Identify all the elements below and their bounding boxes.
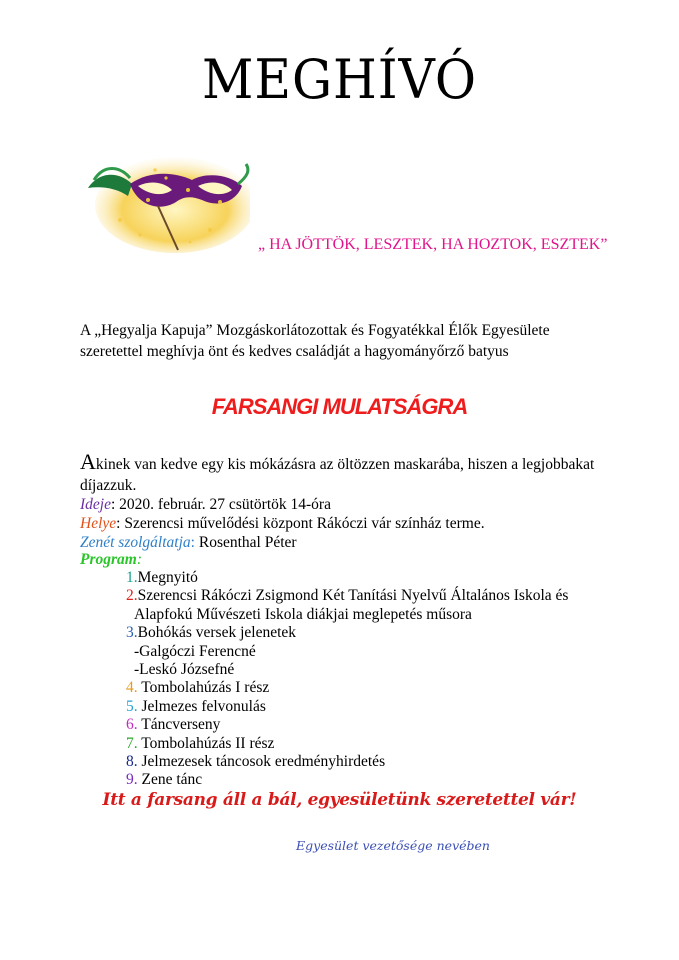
closing-line: Itt a farsang áll a bál, egyesületünk szeretettel vár! — [102, 790, 577, 810]
program-item — [126, 698, 596, 716]
carnival-mask-illustration — [80, 150, 250, 255]
drop-cap: A — [80, 449, 96, 474]
program-item-number: 5. — [126, 697, 138, 715]
program-item-text: Tombolahúzás II rész — [137, 734, 275, 752]
lead-paragraph — [80, 451, 600, 496]
lead-text: kinek van kedve egy kis mókázásra az öltözzen maskarába, hiszen a legjobbakat díjazzuk. — [80, 456, 595, 494]
date-value: 2020. február. 27 csütörtök 14-óra — [119, 496, 331, 513]
program-item-number: 1. — [126, 569, 138, 586]
detail-music: Zenét szolgáltatja: Rosenthal Péter — [80, 534, 297, 551]
detail-location: Helye: Szerencsi művelődési központ Rákóczi vár színház terme. — [80, 515, 485, 532]
program-item — [126, 735, 596, 753]
program-item-continuation: Alapfokú Művészeti Iskola diákjai meglepetés műsora — [134, 605, 472, 623]
program-item-text: Jelmezesek táncosok eredményhirdetés — [137, 753, 386, 771]
program-item-number: 4. — [126, 679, 138, 697]
music-value: Rosenthal Péter — [198, 534, 297, 551]
program-item — [126, 679, 596, 697]
program-label: Program: — [80, 551, 143, 568]
signature: Egyesület vezetősége nevében — [296, 838, 490, 853]
program-item — [126, 624, 596, 642]
program-item-text: Szerencsi Rákóczi Zsigmond Két Tanítási Nyelvű Általános Iskola és — [137, 587, 569, 605]
location-value: Szerencsi művelődési központ Rákóczi vár színház terme. — [124, 515, 485, 532]
program-item-text: Bohókás versek jelenetek — [137, 624, 297, 642]
program-list — [126, 569, 596, 790]
page-title: MEGHÍVÓ — [202, 48, 477, 111]
program-item-number: 3. — [126, 624, 138, 642]
program-item-text: Táncverseny — [137, 716, 221, 734]
program-item-number: 9. — [126, 771, 138, 789]
program-item-text: Zene tánc — [137, 771, 203, 789]
music-label: Zenét szolgáltatja — [80, 534, 191, 551]
program-item-number: 2. — [126, 587, 138, 605]
program-subitem: -Galgóczi Ferencné — [134, 642, 256, 660]
program-item — [126, 771, 596, 789]
program-item — [126, 569, 596, 587]
location-label: Helye — [80, 515, 117, 532]
program-item — [126, 716, 596, 734]
intro-paragraph: A „Hegyalja Kapuja” Mozgáskorlátozottak és Fogyatékkal Élők Egyesülete szeretettel meghívja önt és kedves családját a hagyományőrző batyus — [80, 322, 550, 360]
program-item-text: Megnyitó — [137, 569, 198, 586]
program-item-number: 6. — [126, 716, 138, 734]
program-item-text: Jelmezes felvonulás — [137, 697, 266, 715]
date-label: Ideje — [80, 496, 111, 513]
motto: „ HA JÖTTÖK, LESZTEK, HA HOZTOK, ESZTEK” — [258, 236, 608, 253]
program-item-number: 7. — [126, 734, 138, 752]
event-headline: FARSANGI MULATSÁGRA — [211, 394, 468, 419]
program-item — [126, 753, 596, 771]
detail-date: Ideje: 2020. február. 27 csütörtök 14-óra — [80, 496, 331, 513]
program-item — [126, 587, 596, 605]
program-item-text: Tombolahúzás I rész — [137, 679, 270, 697]
program-subitem: -Leskó Józsefné — [134, 661, 235, 679]
program-item-number: 8. — [126, 753, 138, 771]
